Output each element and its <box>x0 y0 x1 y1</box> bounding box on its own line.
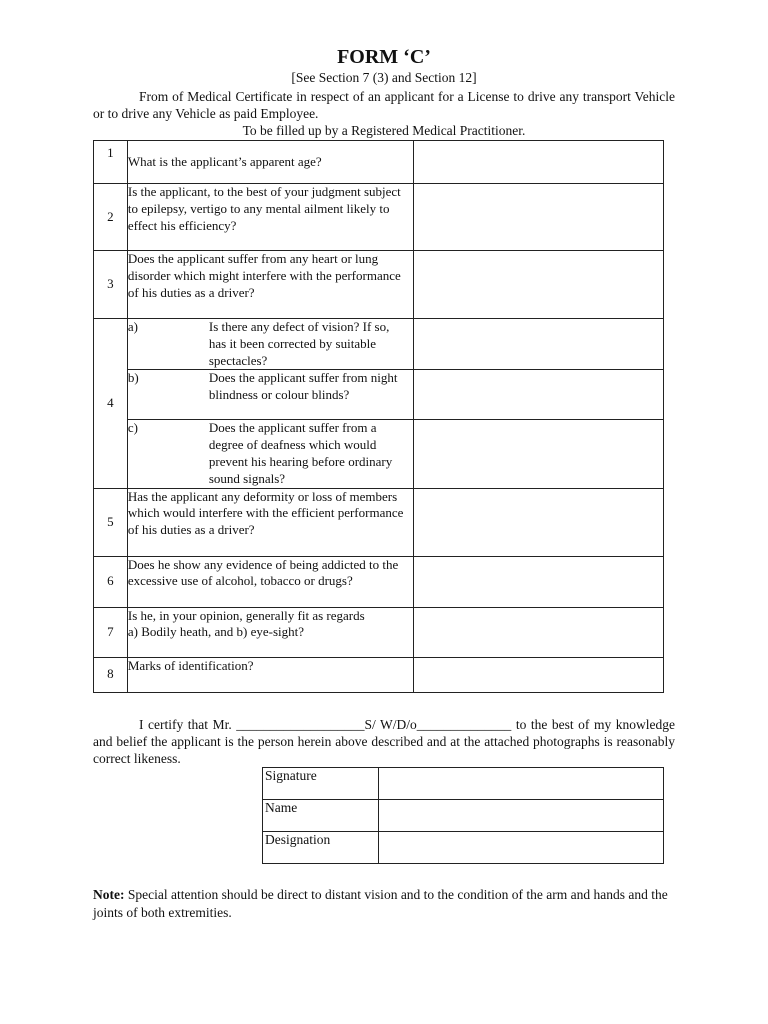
answer-cell[interactable] <box>414 607 664 657</box>
question-number: 1 <box>94 141 128 184</box>
question-row-7 <box>94 607 664 657</box>
question-text: Has the applicant any deformity or loss of members which would interfere with the efficient performance of his duties as a driver? <box>127 488 413 556</box>
question-text: Does he show any evidence of being addicted to the excessive use of alcohol, tobacco or drugs? <box>127 556 413 607</box>
name-field[interactable] <box>379 800 664 832</box>
designation-field[interactable] <box>379 832 664 864</box>
subitem-text: Is there any defect of vision? If so, has it been corrected by suitable spectacles? <box>208 319 390 368</box>
question-text: Does the applicant suffer from any heart or lung disorder which might interfere with the performance of his duties as a driver? <box>127 251 413 319</box>
question-row-5 <box>94 488 664 556</box>
subitem-text: Does the applicant suffer from a degree of deafness which would prevent his hearing before ordinary sound signals? <box>208 420 393 486</box>
subitem-label: c) <box>127 420 138 436</box>
subitem-label: a) <box>127 319 138 334</box>
answer-cell[interactable] <box>414 556 664 607</box>
question-text: Marks of identification? <box>127 657 413 692</box>
question-number: 8 <box>94 657 128 692</box>
question-row-2 <box>94 184 664 251</box>
form-subtitle: [See Section 7 (3) and Section 12] <box>291 70 477 85</box>
signature-field[interactable] <box>379 768 664 800</box>
question-row-4b <box>94 370 664 420</box>
question-number: 6 <box>94 556 128 607</box>
question-subitem <box>127 420 413 488</box>
form-title: FORM ‘C’ <box>337 46 431 68</box>
form-intro: From of Medical Certificate in respect of an applicant for a License to drive any transport Vehicle or to drive any Vehicle as paid Employee. <box>93 89 675 121</box>
answer-cell[interactable] <box>414 488 664 556</box>
note-paragraph <box>93 886 675 922</box>
subitem-text: Does the applicant suffer from night blindness or colour blinds? <box>208 370 398 403</box>
question-row-8 <box>94 657 664 692</box>
answer-cell[interactable] <box>414 420 664 488</box>
question-subitem <box>127 370 413 420</box>
questions-table <box>93 140 664 693</box>
question-number: 3 <box>94 251 128 319</box>
question-row-4c <box>94 420 664 488</box>
answer-cell[interactable] <box>414 370 664 420</box>
certification-text: I certify that Mr. ___________________S/ W/D/o______________ to the best of my knowledge and belief the applicant is the person herein above described and at the attached photographs is reasonably correct likeness. <box>93 717 675 766</box>
answer-cell[interactable] <box>414 141 664 184</box>
name-label: Name <box>263 800 379 832</box>
question-number: 7 <box>94 607 128 657</box>
answer-cell[interactable] <box>414 184 664 251</box>
signature-table <box>262 767 664 864</box>
question-text-group <box>127 607 413 657</box>
answer-cell[interactable] <box>414 319 664 370</box>
answer-cell[interactable] <box>414 657 664 692</box>
answer-cell[interactable] <box>414 251 664 319</box>
question-text: What is the applicant’s apparent age? <box>127 141 413 184</box>
designation-label: Designation <box>263 832 379 864</box>
question-text: Is the applicant, to the best of your judgment subject to epilepsy, vertigo to any mental ailment likely to effect his efficiency? <box>127 184 413 251</box>
note-label: Note: <box>93 887 125 902</box>
question-row-4a <box>94 319 664 370</box>
question-row-1 <box>94 141 664 184</box>
question-text: Is he, in your opinion, generally fit as regards <box>127 607 365 623</box>
question-subitem <box>127 319 413 370</box>
note-text: Special attention should be direct to distant vision and to the condition of the arm and hands and the joints of both extremities. <box>93 887 668 920</box>
question-number: 5 <box>94 488 128 556</box>
question-text-continued: a) Bodily heath, and b) eye-sight? <box>127 624 305 640</box>
question-number: 4 <box>94 319 128 489</box>
signature-label: Signature <box>263 768 379 800</box>
question-row-6 <box>94 556 664 607</box>
subitem-label: b) <box>127 370 139 386</box>
question-row-3 <box>94 251 664 319</box>
filled-by-note: To be filled up by a Registered Medical Practitioner. <box>242 123 526 138</box>
question-number: 2 <box>94 184 128 251</box>
